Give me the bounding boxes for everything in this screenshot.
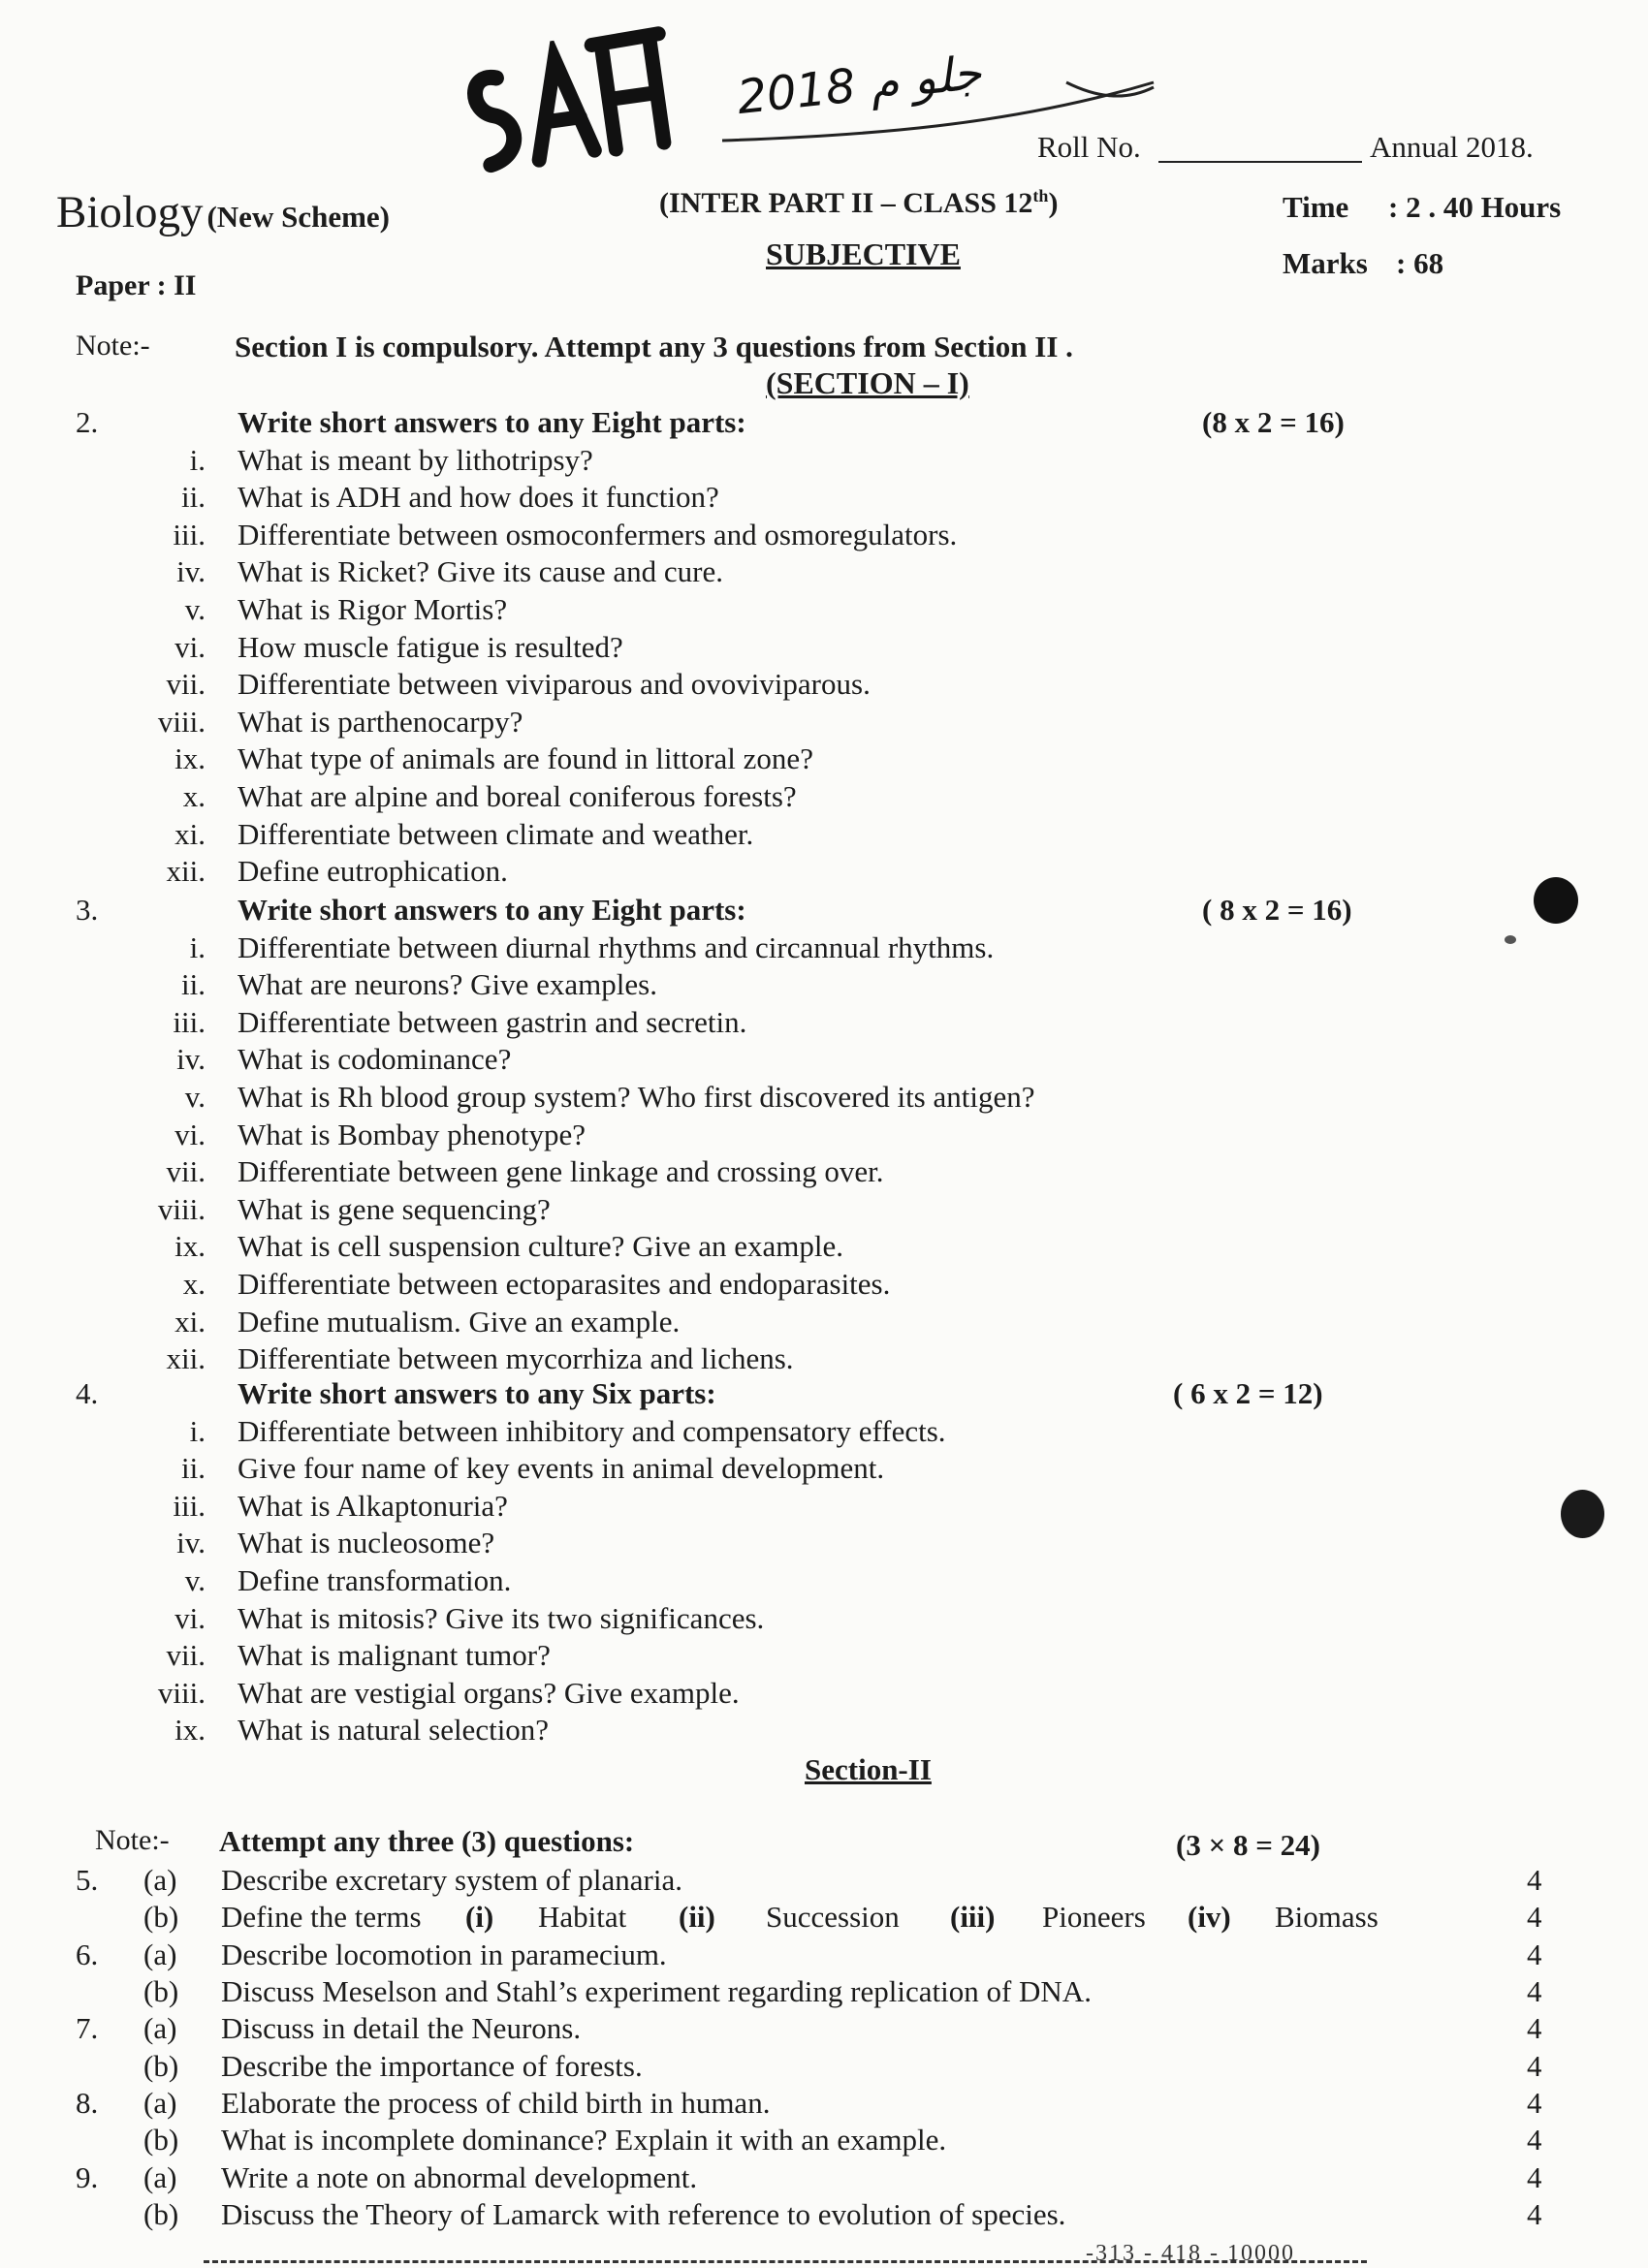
long-question-number: 9. bbox=[76, 2160, 99, 2194]
part-text: Define mutualism. Give an example. bbox=[238, 1304, 681, 1339]
part-text: Define eutrophication. bbox=[238, 854, 508, 889]
scan-spot bbox=[1561, 1490, 1604, 1538]
question-marks: ( 6 x 2 = 12) bbox=[1173, 1376, 1323, 1410]
long-question-text: Write a note on abnormal development. bbox=[221, 2160, 698, 2194]
paper-type: SUBJECTIVE bbox=[766, 236, 961, 271]
part-number: i. bbox=[189, 1413, 206, 1448]
part-number: vii. bbox=[166, 1154, 206, 1189]
long-question-marks: 4 bbox=[1527, 2086, 1542, 2120]
long-question-number: 8. bbox=[76, 2086, 99, 2120]
part-number: v. bbox=[184, 1080, 206, 1114]
part-number: ii. bbox=[181, 1451, 206, 1486]
long-question-text: Describe locomotion in paramecium. bbox=[221, 1937, 667, 1971]
part-text: What is Rigor Mortis? bbox=[238, 592, 508, 626]
term-word: Pioneers bbox=[1042, 1900, 1146, 1934]
long-question-row bbox=[0, 2123, 1648, 2159]
part-text: What is meant by lithotripsy? bbox=[238, 442, 593, 477]
long-question-part: (a) bbox=[143, 2086, 177, 2120]
long-question-row bbox=[0, 2160, 1648, 2197]
time-label: Time bbox=[1283, 190, 1349, 224]
note-label: Note:- bbox=[76, 330, 150, 362]
question-part bbox=[0, 741, 1648, 778]
part-text: Differentiate between osmoconfermers and osmoregulators. bbox=[238, 517, 958, 551]
part-text: Give four name of key events in animal development. bbox=[238, 1451, 885, 1486]
long-question-text: Describe excretary system of planaria. bbox=[221, 1863, 682, 1897]
term-word: Habitat bbox=[538, 1900, 627, 1934]
long-question-number: 6. bbox=[76, 1937, 99, 1971]
part-text: What is cell suspension culture? Give an example. bbox=[238, 1229, 843, 1264]
question-part bbox=[0, 1042, 1648, 1079]
part-number: ii. bbox=[181, 480, 206, 515]
marks-value: : 68 bbox=[1396, 246, 1444, 280]
question-part bbox=[0, 1601, 1648, 1638]
part-number: xii. bbox=[166, 854, 206, 889]
footer-code: -313 - 418 - 10000 bbox=[1086, 2241, 1295, 2266]
question-part bbox=[0, 1005, 1648, 1042]
question-part bbox=[0, 592, 1648, 629]
long-question-marks: 4 bbox=[1527, 2049, 1542, 2083]
question-part bbox=[0, 705, 1648, 741]
question-part bbox=[0, 554, 1648, 591]
part-text: Differentiate between ectoparasites and endoparasites. bbox=[238, 1267, 891, 1301]
part-number: vii. bbox=[166, 1638, 206, 1673]
handwritten-brand bbox=[456, 24, 688, 205]
term-label: (ii) bbox=[679, 1900, 715, 1934]
part-text: What type of animals are found in littoral zone? bbox=[238, 741, 813, 776]
part-number: viii. bbox=[157, 1675, 206, 1710]
long-question-row bbox=[0, 1937, 1648, 1974]
part-text: What is codominance? bbox=[238, 1042, 512, 1077]
part-number: iv. bbox=[176, 554, 206, 589]
question-part bbox=[0, 1229, 1648, 1266]
part-number: ix. bbox=[174, 1713, 206, 1748]
question-part bbox=[0, 854, 1648, 891]
part-text: What is mitosis? Give its two significances. bbox=[238, 1600, 765, 1635]
part-text: Differentiate between inhibitory and compensatory effects. bbox=[238, 1413, 946, 1448]
long-question-text: What is incomplete dominance? Explain it with an example. bbox=[221, 2123, 947, 2157]
subject-name: Biology bbox=[56, 187, 204, 237]
paper-number: Paper : II bbox=[76, 269, 197, 301]
part-number: i. bbox=[189, 929, 206, 964]
part-text: What is ADH and how does it function? bbox=[238, 480, 719, 515]
part-text: What are vestigial organs? Give example. bbox=[238, 1675, 740, 1710]
long-question-row bbox=[0, 1863, 1648, 1900]
question-number: 4. bbox=[76, 1376, 99, 1410]
roll-no-label: Roll No. bbox=[1037, 130, 1141, 164]
section-2-instruction: Attempt any three (3) questions: bbox=[219, 1824, 635, 1858]
long-question-row bbox=[0, 1900, 1648, 1937]
long-question-part: (b) bbox=[143, 2123, 179, 2157]
question-part bbox=[0, 1305, 1648, 1341]
long-question-marks: 4 bbox=[1527, 2123, 1542, 2157]
part-number: ii. bbox=[181, 967, 206, 1002]
term-word: Succession bbox=[766, 1900, 900, 1934]
long-question-marks: 4 bbox=[1527, 1900, 1542, 1934]
long-question-text: Discuss Meselson and Stahl’s experiment regarding replication of DNA. bbox=[221, 1974, 1092, 2008]
part-number: ix. bbox=[174, 741, 206, 776]
part-text: What is natural selection? bbox=[238, 1713, 550, 1748]
part-number: ix. bbox=[174, 1229, 206, 1264]
part-number: iii. bbox=[173, 1488, 206, 1523]
long-question-row bbox=[0, 1974, 1648, 2011]
part-number: xii. bbox=[166, 1341, 206, 1376]
long-question-part: (b) bbox=[143, 2049, 179, 2083]
section-2-marks: (3 × 8 = 24) bbox=[1176, 1828, 1320, 1862]
question-part bbox=[0, 1526, 1648, 1562]
long-question-number: 5. bbox=[76, 1863, 99, 1897]
question-part bbox=[0, 667, 1648, 704]
part-number: i. bbox=[189, 442, 206, 477]
long-question-marks: 4 bbox=[1527, 1974, 1542, 2008]
question-part bbox=[0, 817, 1648, 854]
question-part bbox=[0, 1638, 1648, 1675]
part-number: iii. bbox=[173, 1004, 206, 1039]
part-text: Differentiate between viviparous and ovoviviparous. bbox=[238, 667, 871, 702]
part-number: viii. bbox=[157, 704, 206, 739]
scan-spot bbox=[1534, 877, 1578, 924]
scheme-label: (New Scheme) bbox=[206, 200, 390, 234]
part-number: xi. bbox=[174, 816, 206, 851]
question-part bbox=[0, 1676, 1648, 1713]
long-question-row bbox=[0, 2197, 1648, 2234]
part-number: x. bbox=[182, 1267, 206, 1301]
part-number: vi. bbox=[174, 1600, 206, 1635]
question-marks: ( 8 x 2 = 16) bbox=[1202, 893, 1352, 927]
part-number: viii. bbox=[157, 1191, 206, 1226]
question-number: 3. bbox=[76, 893, 99, 927]
long-question-marks: 4 bbox=[1527, 2011, 1542, 2045]
part-number: v. bbox=[184, 1563, 206, 1597]
part-number: x. bbox=[182, 779, 206, 813]
section-2-note-label: Note:- bbox=[95, 1824, 170, 1856]
long-question-row bbox=[0, 2011, 1648, 2048]
scan-spot bbox=[1505, 935, 1516, 944]
question-part bbox=[0, 480, 1648, 517]
part-text: What is Ricket? Give its cause and cure. bbox=[238, 554, 723, 589]
question-part bbox=[0, 930, 1648, 967]
long-question-part: (a) bbox=[143, 1937, 177, 1971]
term-label: (iii) bbox=[950, 1900, 996, 1934]
part-number: iv. bbox=[176, 1042, 206, 1077]
question-part bbox=[0, 630, 1648, 667]
question-header bbox=[0, 405, 1648, 442]
class-label: (INTER PART II – CLASS 12th) bbox=[659, 186, 1059, 219]
question-part bbox=[0, 1341, 1648, 1378]
question-part bbox=[0, 1713, 1648, 1749]
long-question-part: (b) bbox=[143, 2197, 179, 2231]
part-text: Differentiate between gene linkage and crossing over. bbox=[238, 1154, 884, 1189]
part-text: Differentiate between gastrin and secretin. bbox=[238, 1004, 747, 1039]
part-text: What is parthenocarpy? bbox=[238, 704, 523, 739]
long-question-row bbox=[0, 2049, 1648, 2086]
part-number: iii. bbox=[173, 517, 206, 551]
subject-title bbox=[56, 186, 390, 238]
question-part bbox=[0, 1489, 1648, 1526]
part-number: vii. bbox=[166, 667, 206, 702]
part-text: Differentiate between climate and weather. bbox=[238, 816, 754, 851]
part-number: xi. bbox=[174, 1304, 206, 1339]
question-part bbox=[0, 1192, 1648, 1229]
note-text: Section I is compulsory. Attempt any 3 questions from Section II . bbox=[235, 330, 1073, 363]
question-part bbox=[0, 1154, 1648, 1191]
question-header bbox=[0, 893, 1648, 929]
part-text: How muscle fatigue is resulted? bbox=[238, 629, 623, 664]
question-part bbox=[0, 779, 1648, 816]
long-question-text: Elaborate the process of child birth in human. bbox=[221, 2086, 771, 2120]
long-question-part: (b) bbox=[143, 1900, 179, 1934]
question-part bbox=[0, 443, 1648, 480]
part-text: What is Rh blood group system? Who first discovered its antigen? bbox=[238, 1080, 1035, 1114]
question-part bbox=[0, 967, 1648, 1004]
long-question-part: (a) bbox=[143, 2160, 177, 2194]
handwritten-note: 2018 جلو م bbox=[734, 45, 985, 126]
part-number: v. bbox=[184, 592, 206, 626]
part-text: What is gene sequencing? bbox=[238, 1191, 551, 1226]
long-question-text: Describe the importance of forests. bbox=[221, 2049, 643, 2083]
question-part bbox=[0, 1451, 1648, 1488]
long-question-text: Discuss the Theory of Lamarck with reference to evolution of species. bbox=[221, 2197, 1066, 2231]
question-number: 2. bbox=[76, 405, 99, 439]
question-instruction: Write short answers to any Six parts: bbox=[238, 1376, 716, 1410]
handwritten-brand-mark bbox=[456, 24, 684, 178]
term-label: (i) bbox=[465, 1900, 494, 1934]
part-text: What is nucleosome? bbox=[238, 1526, 495, 1560]
part-text: What are alpine and boreal coniferous forests? bbox=[238, 779, 797, 813]
term-label: (iv) bbox=[1188, 1900, 1231, 1934]
part-text: What is Bombay phenotype? bbox=[238, 1117, 586, 1151]
part-text: Differentiate between diurnal rhythms and circannual rhythms. bbox=[238, 929, 995, 964]
question-part bbox=[0, 1563, 1648, 1600]
long-question-marks: 4 bbox=[1527, 2197, 1542, 2231]
part-number: vi. bbox=[174, 629, 206, 664]
question-part bbox=[0, 1267, 1648, 1304]
long-question-part: (a) bbox=[143, 1863, 177, 1897]
long-question-marks: 4 bbox=[1527, 2160, 1542, 2194]
long-question-text: Define the terms bbox=[221, 1900, 422, 1934]
section-1-title: (SECTION – I) bbox=[766, 365, 969, 400]
long-question-marks: 4 bbox=[1527, 1863, 1542, 1897]
part-text: What are neurons? Give examples. bbox=[238, 967, 657, 1002]
question-part bbox=[0, 1118, 1648, 1154]
part-text: What is malignant tumor? bbox=[238, 1638, 551, 1673]
time-value: : 2 . 40 Hours bbox=[1388, 190, 1562, 224]
term-word: Biomass bbox=[1275, 1900, 1379, 1934]
question-header bbox=[0, 1376, 1648, 1413]
roll-no-line[interactable] bbox=[1158, 161, 1362, 163]
part-text: Define transformation. bbox=[238, 1563, 512, 1597]
part-number: vi. bbox=[174, 1117, 206, 1151]
marks-label: Marks bbox=[1283, 246, 1368, 280]
question-part bbox=[0, 1414, 1648, 1451]
question-instruction: Write short answers to any Eight parts: bbox=[238, 893, 746, 927]
part-number: iv. bbox=[176, 1526, 206, 1560]
question-instruction: Write short answers to any Eight parts: bbox=[238, 405, 746, 439]
question-part bbox=[0, 1080, 1648, 1117]
part-text: What is Alkaptonuria? bbox=[238, 1488, 508, 1523]
long-question-marks: 4 bbox=[1527, 1937, 1542, 1971]
long-question-part: (b) bbox=[143, 1974, 179, 2008]
long-question-part: (a) bbox=[143, 2011, 177, 2045]
long-question-number: 7. bbox=[76, 2011, 99, 2045]
long-question-row bbox=[0, 2086, 1648, 2123]
question-marks: (8 x 2 = 16) bbox=[1202, 405, 1345, 439]
long-question-text: Discuss in detail the Neurons. bbox=[221, 2011, 582, 2045]
section-2-title: Section-II bbox=[805, 1752, 932, 1786]
question-part bbox=[0, 518, 1648, 554]
part-text: Differentiate between mycorrhiza and lichens. bbox=[238, 1341, 794, 1376]
annual-label: Annual 2018. bbox=[1370, 130, 1534, 164]
